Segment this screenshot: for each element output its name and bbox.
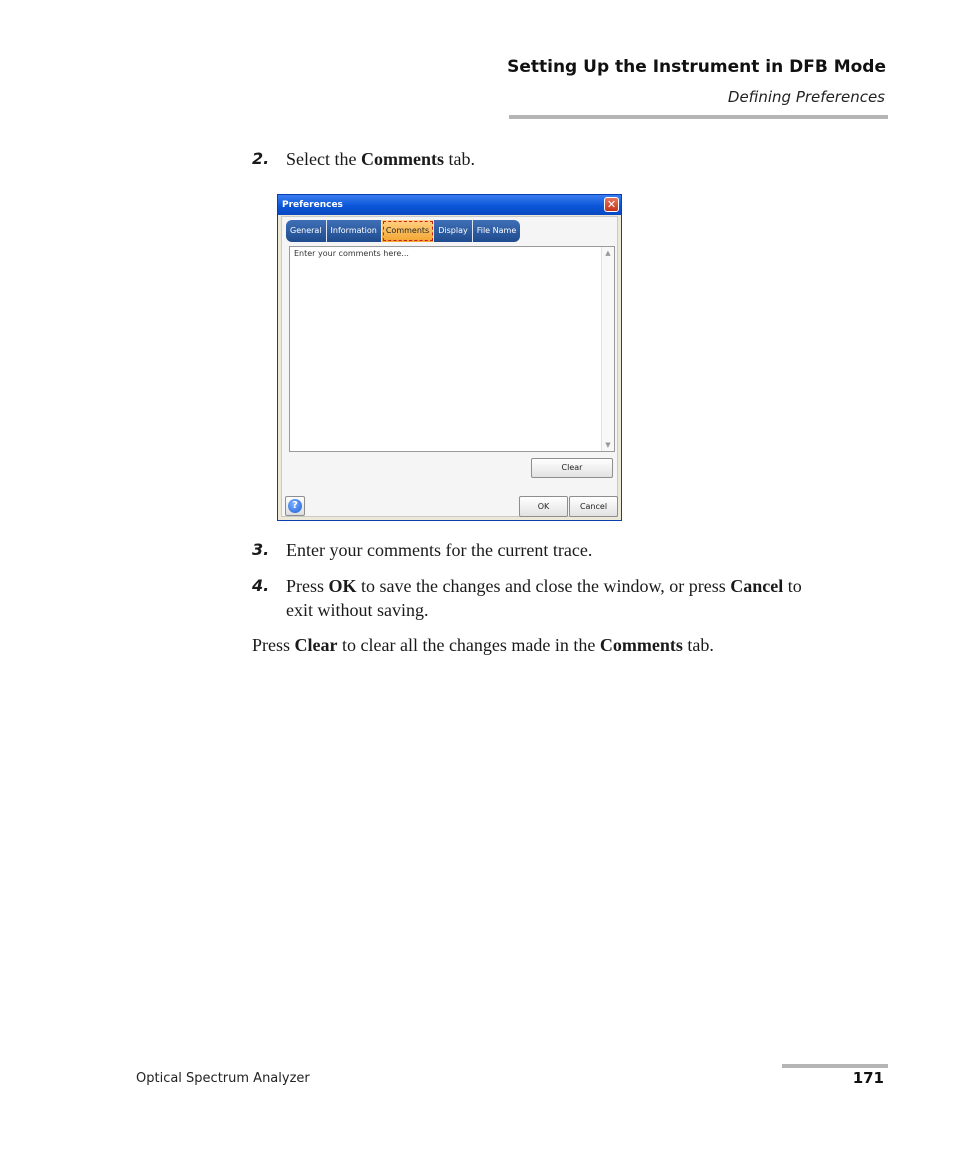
tab-bar [286, 220, 520, 242]
tab-comments[interactable]: Comments [382, 220, 434, 242]
preferences-dialog [277, 194, 622, 521]
help-button[interactable] [285, 496, 305, 516]
comments-scrollbar[interactable] [601, 247, 614, 451]
step-number: 3. [252, 540, 270, 559]
step-text: Select the Comments tab. [286, 149, 475, 169]
tab-display[interactable]: Display [434, 220, 473, 242]
dialog-panel [281, 216, 618, 517]
clear-button[interactable]: Clear [531, 458, 613, 478]
tab-file-name[interactable]: File Name [473, 220, 521, 242]
dialog-title: Preferences [282, 200, 343, 210]
cancel-button[interactable]: Cancel [569, 496, 618, 517]
step-number: 4. [252, 576, 270, 595]
dialog-titlebar [278, 195, 621, 215]
step-number: 2. [252, 149, 270, 168]
tab-information[interactable]: Information [327, 220, 382, 242]
comments-placeholder: Enter your comments here... [294, 249, 409, 258]
footer-product-name: Optical Spectrum Analyzer [136, 1071, 310, 1086]
scroll-down-icon[interactable]: ▼ [605, 441, 611, 449]
ok-button[interactable]: OK [519, 496, 568, 517]
header-rule [509, 115, 888, 119]
tab-general[interactable]: General [286, 220, 327, 242]
clear-note: Press Clear to clear all the changes made in the Comments tab. [252, 635, 714, 655]
running-header-title: Setting Up the Instrument in DFB Mode [507, 57, 886, 77]
running-header-subtitle: Defining Preferences [727, 88, 885, 106]
close-icon[interactable]: ✕ [604, 197, 619, 212]
scroll-up-icon[interactable]: ▲ [605, 249, 611, 257]
help-icon: ? [288, 499, 302, 513]
comments-textarea[interactable] [289, 246, 615, 452]
footer-rule [782, 1064, 888, 1068]
page-number: 171 [852, 1069, 884, 1087]
step-text: Press OK to save the changes and close the window, or press Cancel to exit without saving. [286, 576, 802, 620]
step-text: Enter your comments for the current trace. [286, 540, 593, 560]
